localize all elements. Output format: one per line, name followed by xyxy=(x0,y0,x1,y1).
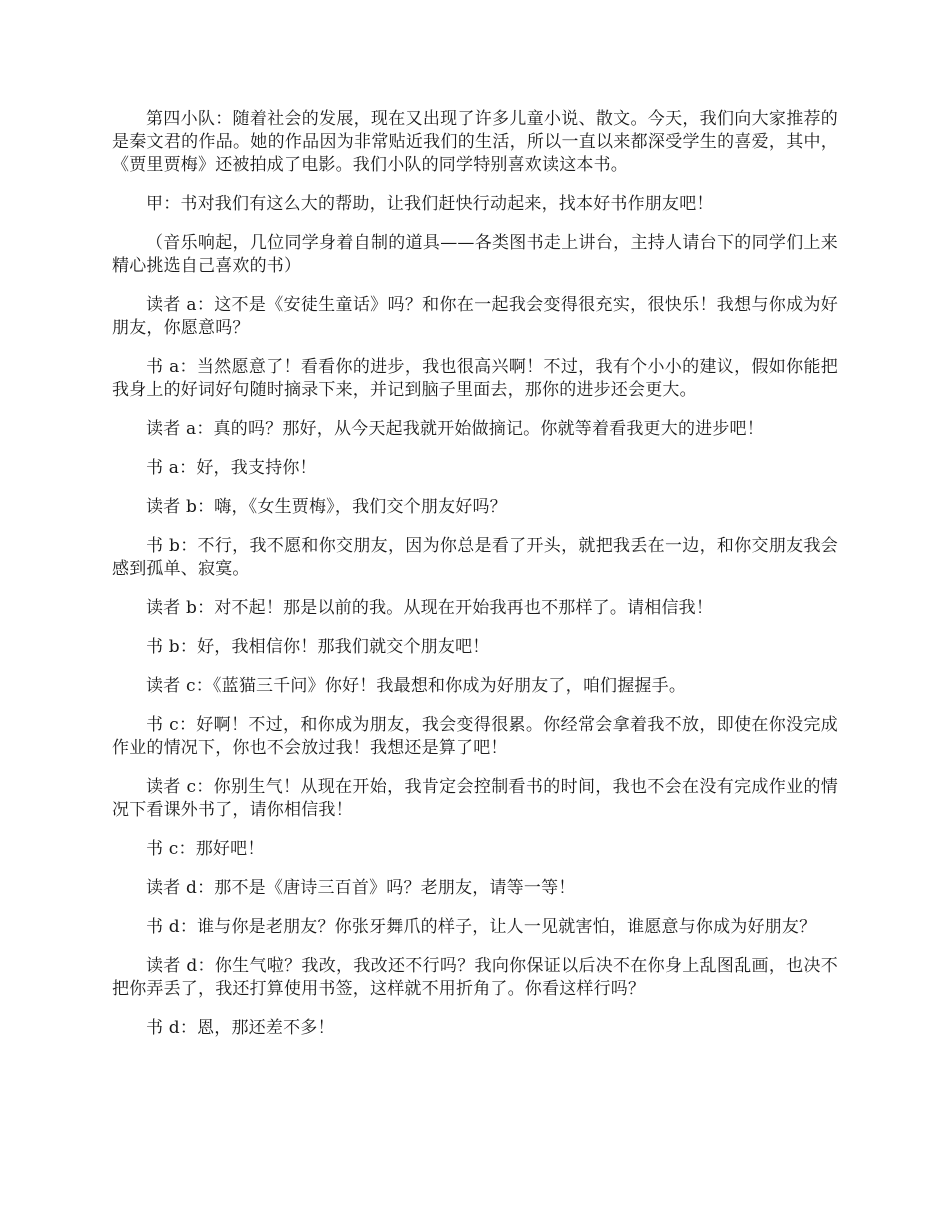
document-body xyxy=(112,108,838,1056)
paragraph-reader-d-2: 读者 d：你生气啦？我改，我改还不行吗？我向你保证以后决不在你身上乱图乱画，也决不把你弄丢了，我还打算使用书签，这样就不用折角了。你看这样行吗？ xyxy=(112,956,838,999)
paragraph-book-b-1: 书 b：不行，我不愿和你交朋友，因为你总是看了开头，就把我丢在一边，和你交朋友我会感到孤单、寂寞。 xyxy=(112,536,838,579)
paragraph-book-c-1: 书 c：好啊！不过，和你成为朋友，我会变得很累。你经常会拿着我不放，即使在你没完成作业的情况下，你也不会放过我！我想还是算了吧！ xyxy=(112,715,838,758)
paragraph-reader-b-1: 读者 b：嗨，《女生贾梅》，我们交个朋友好吗？ xyxy=(146,497,507,517)
paragraph-book-d-1: 书 d：谁与你是老朋友？你张牙舞爪的样子，让人一见就害怕，谁愿意与你成为好朋友？ xyxy=(146,917,817,937)
paragraph-reader-c-2: 读者 c：你别生气！从现在开始，我肯定会控制看书的时间，我也不会在没有完成作业的情况下看课外书了，请你相信我！ xyxy=(112,777,838,820)
paragraph-reader-b-2: 读者 b：对不起！那是以前的我。从现在开始我再也不那样了。请相信我！ xyxy=(146,598,714,618)
paragraph-reader-a-1: 读者 a：这不是《安徒生童话》吗？和你在一起我会变得很充实，很快乐！我想与你成为好朋友，你愿意吗？ xyxy=(112,295,838,338)
paragraph-book-a-2: 书 a：好，我支持你！ xyxy=(146,458,317,478)
paragraph-book-b-2: 书 b：好，我相信你！那我们就交个朋友吧！ xyxy=(146,637,490,657)
paragraph-jia: 甲：书对我们有这么大的帮助，让我们赶快行动起来，找本好书作朋友吧！ xyxy=(146,194,714,214)
paragraph-stage-direction: （音乐响起，几位同学身着自制的道具——各类图书走上讲台，主持人请台下的同学们上来精心挑选自己喜欢的书） xyxy=(112,233,838,276)
paragraph-reader-d-1: 读者 d：那不是《唐诗三百首》吗？老朋友，请等一等！ xyxy=(146,878,576,898)
paragraph-intro: 第四小队：随着社会的发展，现在又出现了许多儿童小说、散文。今天，我们向大家推荐的是秦文君的作品。她的作品因为非常贴近我们的生活，所以一直以来都深受学生的喜爱，其中，《贾里贾梅》还被拍成了电影。我们小队的同学特别喜欢读这本书。 xyxy=(112,109,838,175)
paragraph-book-a-1: 书 a：当然愿意了！看看你的进步，我也很高兴啊！不过，我有个小小的建议，假如你能把我身上的好词好句随时摘录下来，并记到脑子里面去，那你的进步还会更大。 xyxy=(112,357,838,400)
paragraph-book-d-2: 书 d：恩，那还差不多！ xyxy=(146,1018,335,1038)
paragraph-book-c-2: 书 c：那好吧！ xyxy=(146,839,265,859)
paragraph-reader-c-1: 读者 c：《蓝猫三千问》你好！我最想和你成为好朋友了，咱们握握手。 xyxy=(146,676,687,696)
paragraph-reader-a-2: 读者 a：真的吗？那好，从今天起我就开始做摘记。你就等着看我更大的进步吧！ xyxy=(146,419,764,439)
